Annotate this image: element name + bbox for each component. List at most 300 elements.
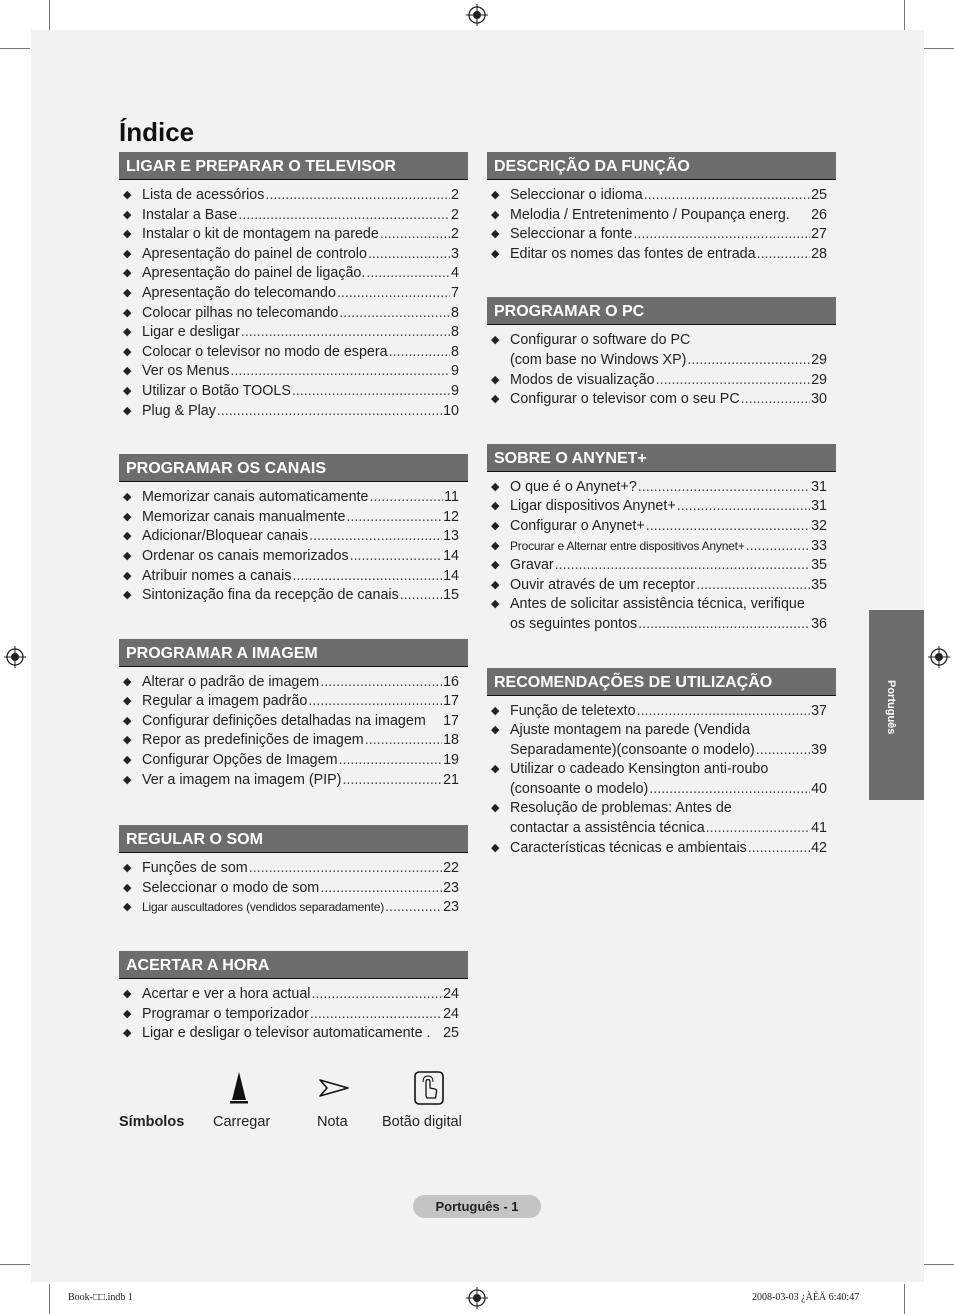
bullet-diamond-icon: ◆: [123, 675, 132, 688]
entry-title: os seguintes pontos: [510, 615, 638, 632]
entry-title: Plug & Play: [142, 402, 216, 419]
toc-entry-line: [142, 382, 459, 402]
toc-entry: [119, 362, 468, 382]
dot-leader: [337, 284, 450, 304]
toc-entry: [487, 595, 836, 634]
toc-entry-line: [510, 721, 827, 741]
entry-title: Procurar e Alternar entre dispositivos Anynet+: [510, 538, 745, 553]
dot-leader: [748, 839, 810, 859]
imprint-timestamp: 2008-03-03 ¿ÀÈÄ 6:40:47: [752, 1292, 860, 1303]
bullet-diamond-icon: ◆: [491, 373, 500, 386]
dot-leader: [342, 771, 442, 791]
entry-title: contactar a assistência técnica: [510, 820, 705, 837]
symbol-label-press: Carregar: [213, 1114, 271, 1130]
entry-page-number: 19: [443, 752, 459, 769]
entry-page-number: 35: [811, 557, 827, 574]
language-side-tab: [869, 610, 924, 800]
entry-page-number: 17: [443, 693, 459, 710]
toc-entry: [487, 390, 836, 410]
toc-entry: [119, 985, 468, 1005]
entry-title: Acertar e ver a hora actual: [142, 986, 311, 1003]
bullet-diamond-icon: ◆: [123, 569, 132, 582]
entry-page-number: 8: [451, 304, 459, 321]
bullet-diamond-icon: ◆: [123, 881, 132, 894]
bullet-diamond-icon: ◆: [491, 480, 500, 493]
bullet-diamond-icon: ◆: [491, 189, 500, 201]
entry-title: Ligar dispositivos Anynet+: [510, 498, 676, 515]
symbols-legend: [119, 1070, 479, 1140]
entry-page-number: 24: [443, 1005, 459, 1022]
entry-page-number: 17: [443, 712, 459, 729]
dot-leader: [309, 527, 442, 547]
section-heading: REGULAR O SOM: [119, 825, 468, 853]
bullet-diamond-icon: ◆: [123, 1007, 132, 1020]
toc-entry-line: [142, 264, 459, 284]
dot-leader: [249, 859, 442, 879]
toc-entry-line: [510, 760, 827, 780]
entry-title: Ouvir através de um receptor: [510, 576, 696, 593]
symbol-label-note: Nota: [317, 1114, 348, 1130]
entry-page-number: 33: [811, 537, 827, 554]
bullet-diamond-icon: ◆: [123, 1027, 132, 1040]
toc-entry-line: [142, 402, 459, 422]
toc-entry-line: [142, 323, 459, 343]
toc-entry: [487, 478, 836, 498]
bullet-diamond-icon: ◆: [123, 714, 132, 727]
entry-page-number: 36: [811, 615, 827, 632]
bullet-diamond-icon: ◆: [491, 724, 500, 737]
entry-page-number: 41: [811, 820, 827, 837]
bullet-diamond-icon: ◆: [123, 589, 132, 602]
entry-page-number: 11: [444, 489, 459, 506]
entry-page-number: 10: [443, 402, 459, 419]
bullet-diamond-icon: ◆: [123, 695, 132, 708]
dot-leader: [368, 245, 450, 265]
entry-title: Utilizar o cadeado Kensington anti-roubo: [510, 761, 769, 778]
dot-leader: [350, 547, 442, 567]
dot-leader: [346, 508, 442, 528]
toc-entry: [487, 206, 836, 226]
toc-entry-line: [142, 547, 459, 567]
section-heading: PROGRAMAR O PC: [487, 297, 836, 325]
toc-section: [119, 825, 468, 918]
bullet-diamond-icon: ◆: [491, 841, 500, 854]
toc-entry-line: [510, 206, 827, 226]
toc-entry-line: [142, 304, 459, 324]
toc-entry: [119, 382, 468, 402]
toc-entry-line: [510, 186, 827, 206]
bullet-diamond-icon: ◆: [491, 539, 500, 552]
toc-entry-line: [510, 576, 827, 596]
bullet-diamond-icon: ◆: [491, 559, 500, 572]
entry-title: Seleccionar o idioma: [510, 187, 643, 203]
toc-entry-line: [142, 985, 459, 1005]
bullet-diamond-icon: ◆: [123, 491, 132, 504]
entry-title: Repor as predefinições de imagem: [142, 732, 364, 749]
entry-title: Memorizar canais automaticamente: [142, 489, 369, 506]
entry-title: Editar os nomes das fontes de entrada: [510, 245, 756, 262]
bullet-diamond-icon: ◆: [123, 530, 132, 543]
entry-page-number: 23: [443, 879, 459, 896]
bullet-diamond-icon: ◆: [123, 510, 132, 523]
dot-leader: [292, 567, 442, 587]
toc-entry: [119, 343, 468, 363]
toc-entry: [487, 702, 836, 722]
toc-entry: [119, 547, 468, 567]
toc-entry: [119, 186, 468, 206]
symbols-heading: Símbolos: [119, 1114, 185, 1130]
bullet-diamond-icon: ◆: [123, 773, 132, 786]
toc-entry-line: [510, 497, 827, 517]
toc-section: [487, 297, 836, 409]
dot-leader: [400, 586, 442, 606]
toc-section: [119, 152, 468, 421]
toc-right-column: [487, 152, 836, 858]
section-heading: RECOMENDAÇÕES DE UTILIZAÇÃO: [487, 668, 836, 696]
dot-leader: [238, 206, 450, 226]
toc-entry: [119, 859, 468, 879]
crop-mark: [904, 0, 905, 30]
section-heading: DESCRIÇÃO DA FUNÇÃO: [487, 152, 836, 180]
dot-leader: [385, 898, 442, 918]
dot-leader: [656, 371, 810, 391]
bullet-diamond-icon: ◆: [491, 802, 500, 815]
entry-title: Apresentação do telecomando: [142, 284, 336, 301]
dot-leader: [644, 186, 810, 206]
toc-entry: [119, 1005, 468, 1025]
toc-entry-line: [142, 731, 459, 751]
press-icon: [227, 1070, 251, 1108]
entry-title: Colocar o televisor no modo de espera: [142, 343, 388, 360]
dot-leader: [241, 323, 450, 343]
dot-leader: [746, 537, 810, 557]
toc-section: [487, 444, 836, 635]
toc-entry-line: [510, 331, 827, 351]
toc-entry-line: [510, 517, 827, 537]
entry-title: Resolução de problemas: Antes de: [510, 800, 732, 817]
toc-entry-line: [142, 751, 459, 771]
registration-mark-icon: [4, 646, 26, 668]
entry-page-number: 14: [443, 567, 459, 584]
dot-leader: [380, 225, 450, 245]
entry-title: Ver os Menus: [142, 363, 230, 380]
entry-page-number: 32: [811, 517, 827, 534]
toc-section: [487, 152, 836, 264]
entry-page-number: 3: [451, 245, 459, 262]
toc-entry: [487, 556, 836, 576]
entry-page-number: 2: [451, 206, 459, 223]
bullet-diamond-icon: ◆: [123, 189, 132, 201]
toc-section: [119, 639, 468, 791]
bullet-diamond-icon: ◆: [123, 267, 132, 280]
entry-title: (com base no Windows XP): [510, 351, 687, 368]
entry-title: Lista de acessórios: [142, 187, 265, 203]
crop-mark: [924, 1264, 954, 1265]
toc-entry: [119, 284, 468, 304]
toc-left-column: [119, 152, 468, 1044]
toc-section: [119, 951, 468, 1044]
dot-leader: [339, 304, 450, 324]
crop-mark: [49, 0, 50, 30]
bullet-diamond-icon: ◆: [491, 500, 500, 513]
toc-entry-line: [142, 225, 459, 245]
crop-mark: [49, 1284, 50, 1314]
toc-entry-line: [510, 351, 827, 371]
dot-leader: [217, 402, 442, 422]
entry-title: Alterar o padrão de imagem: [142, 673, 320, 690]
entry-page-number: 31: [811, 498, 827, 515]
section-heading: PROGRAMAR OS CANAIS: [119, 454, 468, 482]
dot-leader: [308, 692, 442, 712]
dot-leader: [389, 343, 450, 363]
toc-entry-line: [142, 343, 459, 363]
dot-leader: [646, 517, 810, 537]
entry-title: Seleccionar o modo de som: [142, 879, 320, 896]
toc-entry-line: [142, 692, 459, 712]
bullet-diamond-icon: ◆: [123, 247, 132, 260]
crop-mark: [0, 1264, 30, 1265]
dot-leader: [320, 879, 442, 899]
entry-title: Ajuste montagem na parede (Vendida: [510, 722, 751, 739]
registration-mark-icon: [928, 646, 950, 668]
bullet-diamond-icon: ◆: [123, 306, 132, 319]
dot-leader: [310, 1005, 442, 1025]
toc-entry: [119, 692, 468, 712]
bullet-diamond-icon: ◆: [123, 901, 132, 914]
bullet-diamond-icon: ◆: [491, 598, 500, 611]
toc-entry-line: [142, 488, 459, 508]
toc-entry: [487, 799, 836, 838]
entry-page-number: 35: [811, 576, 827, 593]
note-arrow-icon: [319, 1078, 349, 1098]
entry-title: Funções de som: [142, 860, 248, 877]
bullet-diamond-icon: ◆: [123, 754, 132, 767]
toc-entry-line: [510, 556, 827, 576]
toc-entry: [119, 304, 468, 324]
toc-entry-line: [510, 478, 827, 498]
entry-page-number: 39: [811, 741, 827, 758]
toc-entry: [119, 879, 468, 899]
entry-title: Sintonização fina da recepção de canais: [142, 587, 399, 604]
toc-entry-line: [142, 879, 459, 899]
toc-entry: [487, 186, 836, 206]
entry-title: Ver a imagem na imagem (PIP): [142, 771, 342, 788]
crop-mark: [904, 1284, 905, 1314]
section-heading: SOBRE O ANYNET+: [487, 444, 836, 472]
toc-entry: [119, 673, 468, 693]
toc-entry: [119, 1024, 468, 1044]
entry-page-number: 8: [451, 324, 459, 341]
entry-page-number: 29: [811, 371, 827, 388]
entry-title: Programar o temporizador: [142, 1005, 309, 1022]
toc-entry: [487, 497, 836, 517]
bullet-diamond-icon: ◆: [491, 519, 500, 532]
toc-entry-line: [142, 527, 459, 547]
toc-entry: [487, 576, 836, 596]
toc-entry-line: [142, 712, 459, 732]
toc-entry-line: [510, 741, 827, 761]
entry-title: Apresentação do painel de controlo: [142, 245, 367, 262]
entry-page-number: 29: [811, 351, 827, 368]
dot-leader: [637, 702, 811, 722]
toc-entry: [487, 371, 836, 391]
entry-title: Instalar o kit de montagem na parede: [142, 226, 379, 243]
entry-page-number: 25: [443, 1025, 459, 1042]
entry-page-number: 12: [443, 508, 459, 525]
toc-entry-line: [142, 245, 459, 265]
toc-entry-line: [510, 371, 827, 391]
toc-entry-line: [510, 615, 827, 635]
toc-entry-line: [142, 771, 459, 791]
dot-leader: [741, 390, 810, 410]
toc-section: [119, 454, 468, 606]
toc-entry: [487, 537, 836, 557]
entry-title: Antes de solicitar assistência técnica, verifique: [510, 596, 805, 613]
crop-mark: [924, 48, 954, 49]
crop-mark: [0, 48, 30, 49]
entry-page-number: 26: [811, 206, 827, 223]
dot-leader: [687, 351, 810, 371]
toc-entry-line: [142, 362, 459, 382]
entry-page-number: 13: [443, 528, 459, 545]
bullet-diamond-icon: ◆: [123, 345, 132, 358]
section-heading: LIGAR E PREPARAR O TELEVISOR: [119, 152, 468, 180]
entry-title: Ligar auscultadores (vendidos separadamente): [142, 900, 385, 915]
bullet-diamond-icon: ◆: [123, 862, 132, 875]
entry-title: Instalar a Base: [142, 206, 238, 223]
toc-entry: [119, 898, 468, 918]
toc-entry: [487, 839, 836, 859]
toc-entry-line: [142, 898, 459, 918]
toc-entry-line: [142, 1024, 459, 1044]
entry-page-number: 2: [451, 226, 459, 243]
entry-page-number: 9: [451, 382, 459, 399]
toc-entry-line: [142, 567, 459, 587]
toc-entry-line: [142, 586, 459, 606]
entry-title: Configurar o Anynet+: [510, 517, 645, 534]
dot-leader: [339, 751, 443, 771]
entry-title: Ligar e desligar o televisor automaticamente .: [142, 1025, 431, 1042]
bullet-diamond-icon: ◆: [123, 734, 132, 747]
toc-entry: [119, 206, 468, 226]
dot-leader: [292, 382, 450, 402]
entry-title: Seleccionar a fonte: [510, 226, 633, 243]
toc-entry: [119, 751, 468, 771]
toc-entry: [119, 264, 468, 284]
dot-leader: [757, 245, 811, 265]
dot-leader: [555, 556, 810, 576]
toc-entry-line: [510, 702, 827, 722]
dot-leader: [265, 186, 450, 206]
entry-page-number: 16: [443, 673, 459, 690]
toc-entry-line: [142, 508, 459, 528]
entry-title: Melodia / Entretenimento / Poupança energ.: [510, 206, 790, 223]
entry-page-number: 30: [811, 391, 827, 408]
bullet-diamond-icon: ◆: [123, 228, 132, 241]
dot-leader: [696, 576, 810, 596]
dot-leader: [638, 615, 810, 635]
entry-page-number: 15: [443, 587, 459, 604]
registration-mark-icon: [466, 1287, 488, 1309]
entry-page-number: 21: [443, 771, 459, 788]
entry-page-number: 23: [443, 899, 459, 916]
bullet-diamond-icon: ◆: [491, 763, 500, 776]
dot-leader: [677, 497, 810, 517]
toc-entry-line: [510, 839, 827, 859]
section-heading: PROGRAMAR A IMAGEM: [119, 639, 468, 667]
entry-title: Ordenar os canais memorizados: [142, 547, 349, 564]
toc-entry-line: [510, 595, 827, 615]
toc-entry: [119, 488, 468, 508]
bullet-diamond-icon: ◆: [123, 549, 132, 562]
bullet-diamond-icon: ◆: [123, 208, 132, 221]
toc-entry-line: [510, 225, 827, 245]
entry-page-number: 7: [451, 284, 459, 301]
dot-leader: [311, 985, 442, 1005]
toc-entry: [487, 517, 836, 537]
entry-title: O que é o Anynet+?: [510, 478, 637, 495]
entry-page-number: 18: [443, 732, 459, 749]
entry-title: Características técnicas e ambientais: [510, 839, 747, 856]
bullet-diamond-icon: ◆: [491, 247, 500, 260]
entry-title: Atribuir nomes a canais: [142, 567, 292, 584]
symbol-label-one-touch: Botão digital: [382, 1114, 462, 1130]
entry-title: Separadamente)(consoante o modelo): [510, 741, 755, 758]
section-heading: ACERTAR A HORA: [119, 951, 468, 979]
dot-leader: [633, 225, 810, 245]
entry-title: Configurar Opções de Imagem: [142, 752, 338, 769]
toc-entry: [119, 771, 468, 791]
toc-entry: [119, 731, 468, 751]
bullet-diamond-icon: ◆: [491, 208, 500, 221]
entry-title: Apresentação do painel de ligação.: [142, 265, 366, 282]
entry-page-number: 25: [811, 187, 827, 203]
bullet-diamond-icon: ◆: [123, 384, 132, 397]
entry-title: Adicionar/Bloquear canais: [142, 528, 309, 545]
dot-leader: [369, 488, 443, 508]
entry-page-number: 42: [811, 839, 827, 856]
toc-entry-line: [510, 245, 827, 265]
dot-leader: [366, 264, 450, 284]
page-title: Índice: [119, 117, 195, 147]
dot-leader: [756, 741, 810, 761]
bullet-diamond-icon: ◆: [123, 326, 132, 339]
entry-title: Regular a imagem padrão: [142, 693, 308, 710]
entry-title: Modos de visualização: [510, 371, 655, 388]
entry-page-number: 40: [811, 780, 827, 797]
bullet-diamond-icon: ◆: [491, 393, 500, 406]
toc-entry: [119, 323, 468, 343]
toc-entry: [487, 331, 836, 370]
entry-title: Gravar: [510, 557, 554, 574]
entry-title: Configurar o software do PC: [510, 332, 691, 349]
entry-title: Utilizar o Botão TOOLS: [142, 382, 291, 399]
toc-entry: [119, 567, 468, 587]
dot-leader: [706, 819, 810, 839]
dot-leader: [638, 478, 810, 498]
toc-entry: [119, 586, 468, 606]
toc-entry-line: [142, 1005, 459, 1025]
dot-leader: [320, 673, 442, 693]
entry-page-number: 22: [443, 860, 459, 877]
entry-page-number: 9: [451, 363, 459, 380]
toc-entry-line: [510, 390, 827, 410]
bullet-diamond-icon: ◆: [491, 334, 500, 347]
toc-entry-line: [510, 799, 827, 819]
toc-entry: [119, 402, 468, 422]
entry-title: (consoante o modelo): [510, 780, 649, 797]
toc-section: [487, 668, 836, 859]
